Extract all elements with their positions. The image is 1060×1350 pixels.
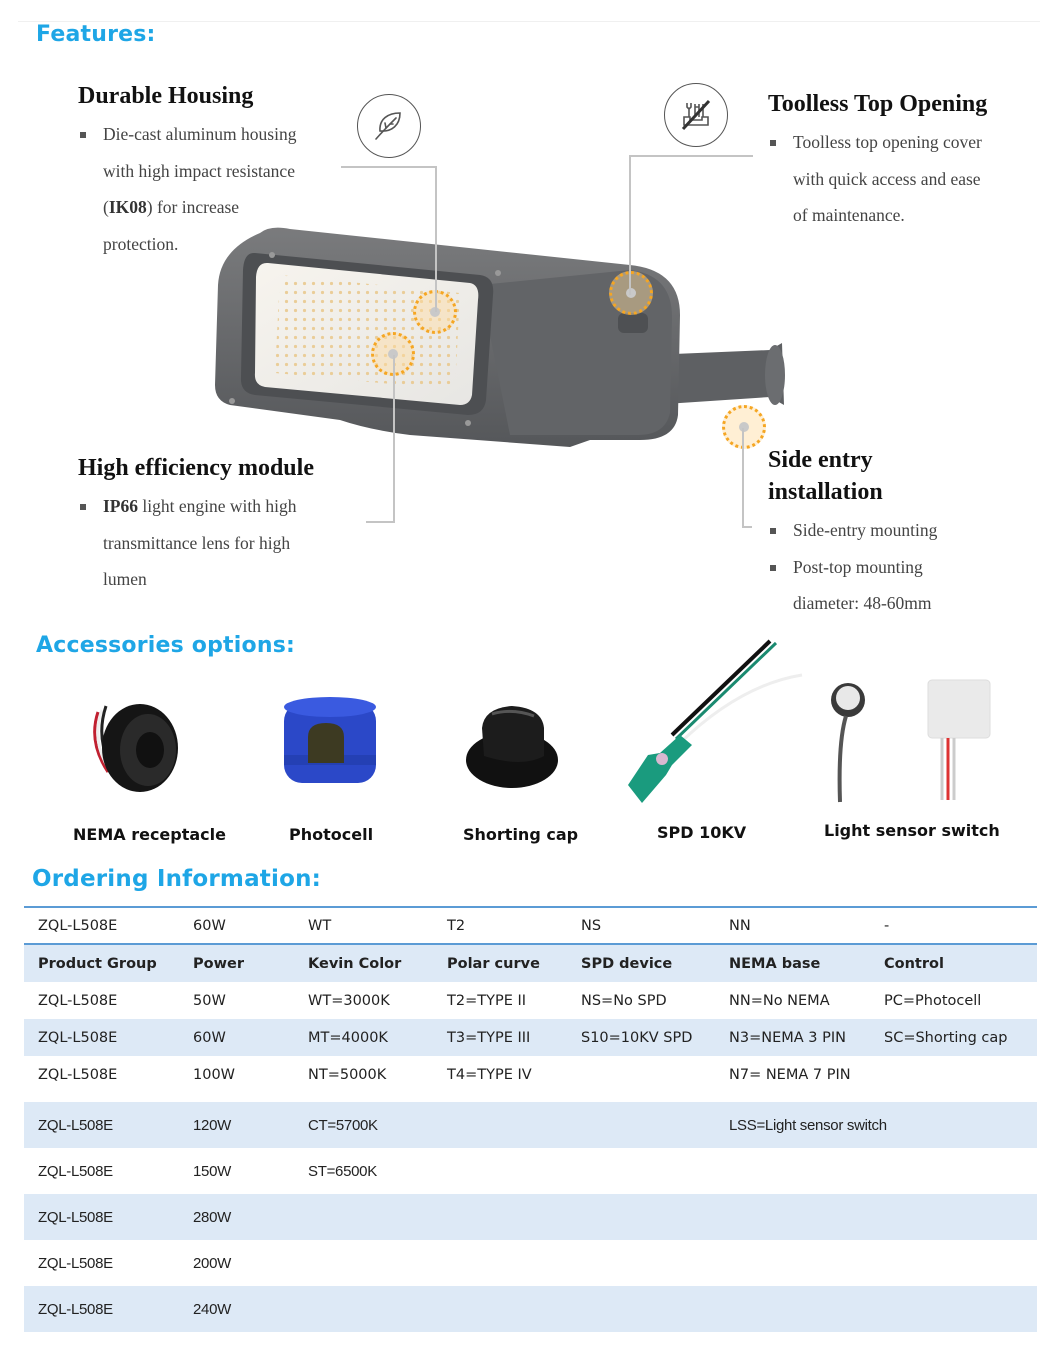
connector-line <box>366 521 395 523</box>
spd-image <box>620 635 810 805</box>
cell: WT <box>308 917 332 934</box>
cell <box>567 1148 715 1194</box>
cell: N7= NEMA 7 PIN <box>729 1067 851 1083</box>
feature-bullet-cont: (IK08) for increase <box>103 197 240 217</box>
cell: ZQL-L508E <box>38 1116 113 1134</box>
cell <box>294 1240 433 1286</box>
cell: PC=Photocell <box>884 992 982 1009</box>
cell: NT=5000K <box>308 1067 387 1083</box>
accessory-label: Shorting cap <box>463 825 579 844</box>
cell <box>870 1148 1037 1194</box>
cell: NN <box>729 917 751 934</box>
cell <box>433 1102 567 1148</box>
cell: MT=4000K <box>308 1029 388 1046</box>
feature-title: Toolless Top Opening <box>768 91 988 117</box>
cell: S10=10KV SPD <box>581 1029 693 1046</box>
column-header: Control <box>884 955 944 972</box>
connector-line <box>742 526 752 528</box>
cell <box>567 1056 715 1094</box>
feature-bullet-cont: of maintenance. <box>793 205 905 225</box>
feature-bullet: Post-top mounting <box>768 549 1038 586</box>
cell: ZQL-L508E <box>38 1067 118 1083</box>
column-header: SPD device <box>581 955 673 972</box>
cell: 280W <box>193 1208 231 1226</box>
spacer-row <box>24 1094 1037 1102</box>
cell: T2 <box>447 917 466 934</box>
table-row <box>24 1240 1037 1286</box>
features-title: Features: <box>36 22 156 47</box>
feature-bullet-cont: diameter: 48-60mm <box>793 593 932 613</box>
feature-bullet-cont: with quick access and ease <box>793 168 981 189</box>
feature-bullet-cont: with high impact resistance <box>103 160 295 181</box>
cell <box>715 1286 870 1332</box>
feature-title: High efficiency module <box>78 455 314 481</box>
feature-toolless-top-opening <box>768 88 1038 234</box>
accessory-label: Photocell <box>289 825 374 844</box>
table-row <box>24 1194 1037 1240</box>
header-row <box>24 944 1037 982</box>
highlight-top-opening <box>609 271 653 315</box>
cell: - <box>884 917 890 934</box>
cell <box>715 1194 870 1240</box>
ordering-title: Ordering Information: <box>32 866 322 892</box>
shorting-cap-image <box>462 698 562 793</box>
connector-line <box>629 155 753 157</box>
cell <box>715 1240 870 1286</box>
cell <box>567 1102 715 1148</box>
top-divider <box>18 21 1040 22</box>
feature-high-efficiency-module <box>78 452 368 598</box>
feature-bullet-cont: transmittance lens for high <box>103 532 291 553</box>
cell <box>433 1194 567 1240</box>
cell: ST=6500K <box>308 1162 377 1180</box>
cell: 60W <box>193 917 226 934</box>
cell: 120W <box>193 1116 231 1134</box>
feature-bullet: IP66 light engine with high <box>78 488 368 525</box>
connector-line <box>435 166 437 312</box>
leaf-icon <box>357 94 421 158</box>
table-row <box>24 1056 1037 1094</box>
accessory-label: SPD 10KV <box>657 823 747 842</box>
connector-line <box>629 155 631 295</box>
connector-line <box>393 355 395 523</box>
column-header: Polar curve <box>447 955 540 972</box>
cell: ZQL-L508E <box>38 1254 113 1272</box>
table-row <box>24 1102 1037 1148</box>
cell <box>294 1194 433 1240</box>
cell: 50W <box>193 992 226 1009</box>
example-row <box>24 907 1037 944</box>
cell: NS=No SPD <box>581 992 667 1009</box>
cell: N3=NEMA 3 PIN <box>729 1029 846 1046</box>
column-header: Product Group <box>38 955 157 972</box>
cell <box>567 1240 715 1286</box>
cell: ZQL-L508E <box>38 917 118 934</box>
table-row <box>24 1019 1037 1056</box>
cell: NS <box>581 917 602 934</box>
cell <box>870 1240 1037 1286</box>
cell: ZQL-L508E <box>38 1162 113 1180</box>
feature-bullet-cont: lumen <box>103 569 147 589</box>
connector-line <box>341 166 437 168</box>
feature-title-line2: installation <box>768 479 883 505</box>
cell <box>567 1194 715 1240</box>
highlight-side-entry <box>722 405 766 449</box>
cell: LSS=Light sensor switch <box>729 1116 887 1134</box>
cell: T2=TYPE II <box>447 992 527 1009</box>
photocell-image <box>280 695 380 790</box>
connector-line <box>742 428 744 528</box>
cell: T3=TYPE III <box>447 1029 531 1046</box>
cell: 100W <box>193 1067 236 1083</box>
cell: 60W <box>193 1029 226 1046</box>
light-sensor-switch-image <box>820 672 1000 812</box>
table-row <box>24 1286 1037 1332</box>
feature-title: Durable Housing <box>78 83 254 109</box>
feature-bullet: Die-cast aluminum housing <box>78 116 348 153</box>
feature-bullet-cont: protection. <box>103 233 179 254</box>
accessory-label: Light sensor switch <box>824 821 1000 840</box>
cell: T4=TYPE IV <box>447 1067 532 1083</box>
cell: SC=Shorting cap <box>884 1029 1008 1046</box>
cell <box>433 1240 567 1286</box>
cell: ZQL-L508E <box>38 1208 113 1226</box>
table-row <box>24 1148 1037 1194</box>
cell <box>433 1286 567 1332</box>
column-header: Kevin Color <box>308 955 402 972</box>
cell: ZQL-L508E <box>38 992 118 1009</box>
table-row <box>24 982 1037 1019</box>
cell: CT=5700K <box>308 1116 378 1134</box>
feature-bullet: Toolless top opening cover <box>768 124 1038 161</box>
street-light-image <box>210 225 790 475</box>
cell: 200W <box>193 1254 231 1272</box>
column-header: Power <box>193 955 244 972</box>
cell <box>715 1148 870 1194</box>
cell: WT=3000K <box>308 992 390 1009</box>
cell: 240W <box>193 1300 231 1318</box>
cell <box>870 1286 1037 1332</box>
cell <box>294 1286 433 1332</box>
feature-title-line1: Side entry <box>768 447 873 473</box>
cell: NN=No NEMA <box>729 992 830 1009</box>
cell: 150W <box>193 1162 231 1180</box>
cell: ZQL-L508E <box>38 1029 118 1046</box>
accessory-label: NEMA receptacle <box>73 825 226 844</box>
cell <box>567 1286 715 1332</box>
column-header: NEMA base <box>729 955 821 972</box>
nema-receptacle-image <box>78 692 188 802</box>
ordering-table <box>24 906 1037 1332</box>
cell <box>433 1148 567 1194</box>
cell <box>870 1194 1037 1240</box>
cell <box>870 1056 1037 1094</box>
cell: ZQL-L508E <box>38 1300 113 1318</box>
no-tools-icon <box>664 83 728 147</box>
feature-side-entry-installation <box>768 444 1038 622</box>
feature-bullet: Side-entry mounting <box>768 512 1038 549</box>
accessories-title: Accessories options: <box>36 633 295 658</box>
